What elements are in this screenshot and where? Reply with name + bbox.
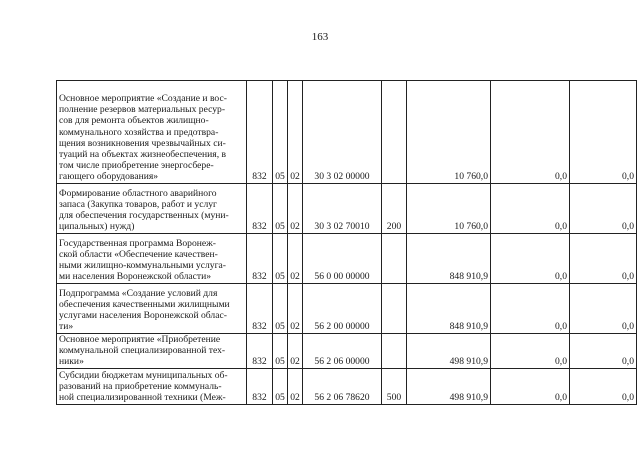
target-article-cell: 56 2 06 78620 [303,369,382,405]
amount-cell-2: 0,0 [491,369,570,405]
grbs-code-cell: 832 [247,334,273,369]
target-article-cell: 30 3 02 70010 [303,184,382,234]
amount-cell-1: 498 910,9 [407,334,491,369]
row-name-cell: Основное мероприятие «Создание и вос- полнение резервов материальных ресур- сов для ремонта объектов жилищно- коммунального хозяйства и предотвра- щения возникновения чрезвычайных си- туаций на объектах жизнеобеспечения, в том числе приобретение энергосбере- гающего оборудования» [57,81,247,184]
amount-cell-3: 0,0 [570,234,637,284]
table-body [57,81,637,405]
amount-cell-2: 0,0 [491,334,570,369]
section-code-cell: 05 [273,284,288,334]
section-code-cell: 05 [273,234,288,284]
table-row [57,284,637,334]
table-row [57,184,637,234]
table-row [57,234,637,284]
expense-type-cell [382,284,407,334]
subsection-code-cell: 02 [288,184,303,234]
row-name-cell: Подпрограмма «Создание условий для обеспечения качественными жилищными услугами населения Воронежской облас- ти» [57,284,247,334]
amount-cell-3: 0,0 [570,184,637,234]
table-row [57,369,637,405]
grbs-code-cell: 832 [247,284,273,334]
expense-type-cell [382,234,407,284]
amount-cell-1: 10 760,0 [407,81,491,184]
section-code-cell: 05 [273,334,288,369]
grbs-code-cell: 832 [247,81,273,184]
amount-cell-2: 0,0 [491,184,570,234]
grbs-code-cell: 832 [247,369,273,405]
expense-type-cell: 500 [382,369,407,405]
section-code-cell: 05 [273,369,288,405]
amount-cell-1: 498 910,9 [407,369,491,405]
amount-cell-1: 848 910,9 [407,234,491,284]
expense-type-cell: 200 [382,184,407,234]
amount-cell-2: 0,0 [491,284,570,334]
section-code-cell: 05 [273,81,288,184]
grbs-code-cell: 832 [247,184,273,234]
amount-cell-3: 0,0 [570,369,637,405]
amount-cell-3: 0,0 [570,284,637,334]
amount-cell-3: 0,0 [570,81,637,184]
row-name-cell: Субсидии бюджетам муниципальных об- разований на приобретение коммуналь- ной специализированной техники (Меж- [57,369,247,405]
budget-table [56,80,637,405]
expense-type-cell [382,81,407,184]
subsection-code-cell: 02 [288,81,303,184]
subsection-code-cell: 02 [288,234,303,284]
section-code-cell: 05 [273,184,288,234]
row-name-cell: Формирование областного аварийного запаса (Закупка товаров, работ и услуг для обеспечения государственных (муни- ципальных) нужд) [57,184,247,234]
target-article-cell: 56 2 06 00000 [303,334,382,369]
amount-cell-2: 0,0 [491,234,570,284]
amount-cell-1: 10 760,0 [407,184,491,234]
subsection-code-cell: 02 [288,369,303,405]
amount-cell-2: 0,0 [491,81,570,184]
row-name-cell: Основное мероприятие «Приобретение коммунальной специализированной тех- ники» [57,334,247,369]
grbs-code-cell: 832 [247,234,273,284]
amount-cell-3: 0,0 [570,334,637,369]
table-row [57,334,637,369]
page-number: 163 [311,31,329,43]
amount-cell-1: 848 910,9 [407,284,491,334]
subsection-code-cell: 02 [288,334,303,369]
subsection-code-cell: 02 [288,284,303,334]
target-article-cell: 30 3 02 00000 [303,81,382,184]
row-name-cell: Государственная программа Воронеж- ской области «Обеспечение качествен- ными жилищно-коммунальными услуга- ми населения Воронежской области» [57,234,247,284]
table-row [57,81,637,184]
target-article-cell: 56 0 00 00000 [303,234,382,284]
target-article-cell: 56 2 00 00000 [303,284,382,334]
expense-type-cell [382,334,407,369]
